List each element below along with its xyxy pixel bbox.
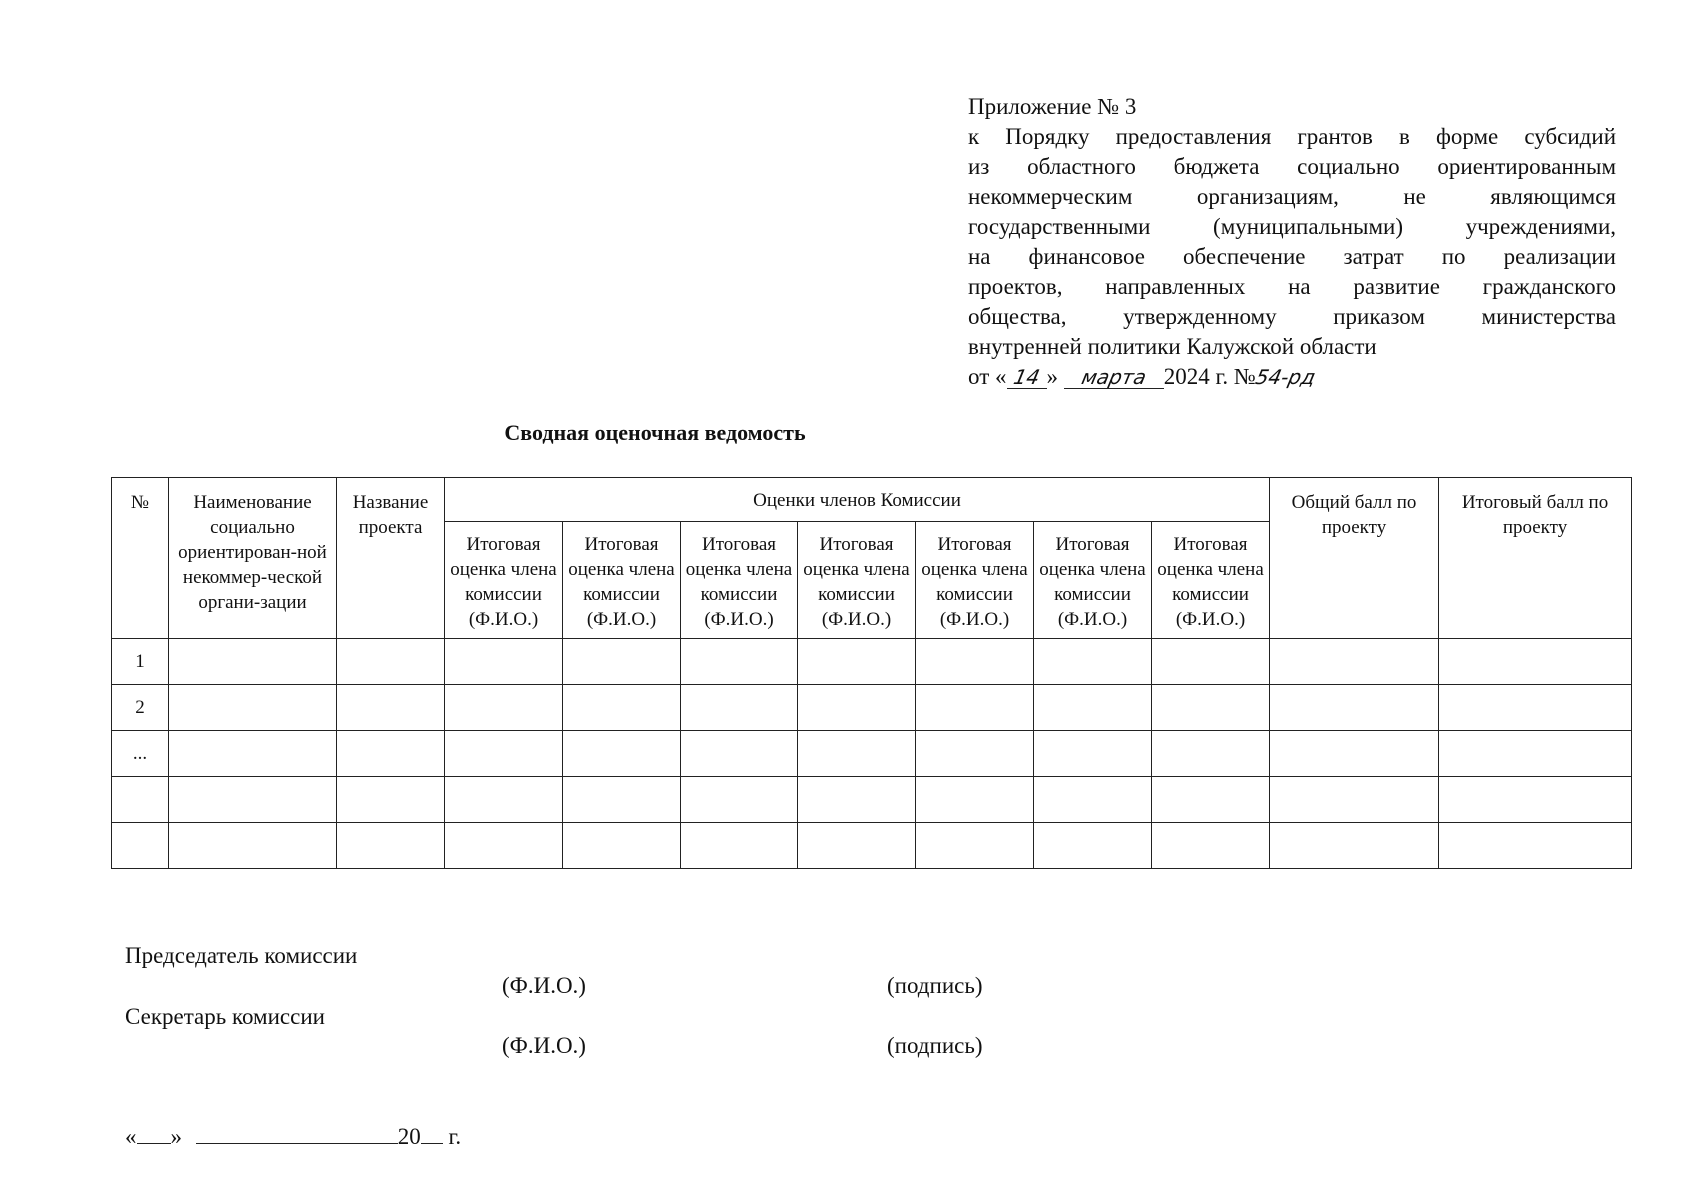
cell-total-score[interactable] <box>1270 823 1439 869</box>
cell-final-score[interactable] <box>1439 777 1632 823</box>
cell-project[interactable] <box>337 823 445 869</box>
cell-member-rating[interactable] <box>1034 777 1152 823</box>
footer-year-suffix: г. <box>448 1124 462 1149</box>
cell-member-rating[interactable] <box>563 823 681 869</box>
cell-total-score[interactable] <box>1270 731 1439 777</box>
table-body <box>112 639 1632 869</box>
annex-line: проектов, направленных на развитие гражданского <box>968 274 1616 299</box>
cell-project[interactable] <box>337 777 445 823</box>
row-number: 2 <box>112 685 169 731</box>
footer-date <box>125 1124 461 1150</box>
annex-line: общества, утвержденному приказом министерства <box>968 304 1616 329</box>
header-member-rating: Итоговая оценка члена комиссии (Ф.И.О.) <box>1152 522 1270 639</box>
header-total-score: Общий балл по проекту <box>1270 478 1439 639</box>
cell-member-rating[interactable] <box>916 731 1034 777</box>
date-day-handwritten: 14 <box>1011 365 1042 389</box>
row-number <box>112 777 169 823</box>
secretary-label: Секретарь комиссии <box>125 1004 325 1029</box>
table-row <box>112 777 1632 823</box>
annex-block <box>968 92 1616 392</box>
document-title: Сводная оценочная ведомость <box>504 420 806 445</box>
cell-member-rating[interactable] <box>1034 823 1152 869</box>
cell-member-rating[interactable] <box>681 685 798 731</box>
rating-table-wrapper <box>111 477 1632 869</box>
cell-member-rating[interactable] <box>798 823 916 869</box>
header-member-rating: Итоговая оценка члена комиссии (Ф.И.О.) <box>1034 522 1152 639</box>
header-project: Название проекта <box>337 478 445 639</box>
cell-organization[interactable] <box>169 685 337 731</box>
table-row <box>112 731 1632 777</box>
cell-member-rating[interactable] <box>1034 685 1152 731</box>
cell-member-rating[interactable] <box>563 685 681 731</box>
header-member-rating: Итоговая оценка члена комиссии (Ф.И.О.) <box>798 522 916 639</box>
cell-member-rating[interactable] <box>798 731 916 777</box>
cell-final-score[interactable] <box>1439 639 1632 685</box>
footer-open-quote: « <box>125 1124 137 1149</box>
chairman-signature-caption: (подпись) <box>887 973 983 998</box>
annex-line: некоммерческим организациям, не являющимся <box>968 184 1616 209</box>
order-number-handwritten: 54-рд <box>1253 365 1318 389</box>
cell-member-rating[interactable] <box>916 639 1034 685</box>
cell-member-rating[interactable] <box>1152 685 1270 731</box>
cell-project[interactable] <box>337 731 445 777</box>
cell-final-score[interactable] <box>1439 823 1632 869</box>
header-member-rating: Итоговая оценка члена комиссии (Ф.И.О.) <box>681 522 798 639</box>
annex-line: к Порядку предоставления грантов в форме субсидий <box>968 124 1616 149</box>
header-final-score: Итоговый балл по проекту <box>1439 478 1632 639</box>
footer-year-field[interactable] <box>421 1143 443 1144</box>
row-number: 1 <box>112 639 169 685</box>
cell-member-rating[interactable] <box>445 731 563 777</box>
table-row <box>112 639 1632 685</box>
date-mid: » <box>1046 364 1058 389</box>
cell-member-rating[interactable] <box>798 639 916 685</box>
cell-member-rating[interactable] <box>445 639 563 685</box>
date-year: 2024 г. № <box>1163 364 1256 389</box>
cell-member-rating[interactable] <box>1152 777 1270 823</box>
cell-member-rating[interactable] <box>1152 731 1270 777</box>
header-member-rating: Итоговая оценка члена комиссии (Ф.И.О.) <box>563 522 681 639</box>
header-organization: Наименование социально ориентирован-ной некоммер-ческой органи-зации <box>169 478 337 639</box>
header-member-rating: Итоговая оценка члена комиссии (Ф.И.О.) <box>916 522 1034 639</box>
cell-member-rating[interactable] <box>916 777 1034 823</box>
date-day-field <box>1007 366 1047 389</box>
cell-member-rating[interactable] <box>1152 639 1270 685</box>
cell-project[interactable] <box>337 639 445 685</box>
cell-total-score[interactable] <box>1270 777 1439 823</box>
annex-line: из областного бюджета социально ориентированным <box>968 154 1616 179</box>
footer-close-quote: » <box>170 1124 182 1149</box>
cell-member-rating[interactable] <box>916 823 1034 869</box>
cell-member-rating[interactable] <box>1152 823 1270 869</box>
annex-line: государственными (муниципальными) учреждениями, <box>968 214 1616 239</box>
date-prefix: от « <box>968 364 1007 389</box>
footer-year-prefix: 20 <box>397 1124 421 1149</box>
cell-member-rating[interactable] <box>563 731 681 777</box>
cell-member-rating[interactable] <box>798 777 916 823</box>
cell-project[interactable] <box>337 685 445 731</box>
annex-line: внутренней политики Калужской области <box>968 334 1377 359</box>
cell-member-rating[interactable] <box>681 639 798 685</box>
cell-organization[interactable] <box>169 731 337 777</box>
secretary-signature-caption: (подпись) <box>887 1033 983 1058</box>
cell-member-rating[interactable] <box>445 777 563 823</box>
table-row <box>112 685 1632 731</box>
annex-line: на финансовое обеспечение затрат по реализации <box>968 244 1616 269</box>
header-member-ratings: Оценки членов Комиссии <box>445 478 1270 522</box>
date-month-field <box>1064 366 1164 389</box>
footer-month-field[interactable] <box>196 1143 398 1144</box>
cell-final-score[interactable] <box>1439 685 1632 731</box>
cell-organization[interactable] <box>169 639 337 685</box>
footer-day-field[interactable] <box>137 1143 171 1144</box>
cell-member-rating[interactable] <box>445 823 563 869</box>
cell-member-rating[interactable] <box>563 639 681 685</box>
cell-member-rating[interactable] <box>1034 639 1152 685</box>
chairman-label: Председатель комиссии <box>125 943 358 968</box>
annex-date-line <box>968 362 1616 392</box>
row-number <box>112 823 169 869</box>
cell-member-rating[interactable] <box>681 777 798 823</box>
cell-member-rating[interactable] <box>681 731 798 777</box>
chairman-fio-caption: (Ф.И.О.) <box>502 973 586 998</box>
table-row <box>112 823 1632 869</box>
header-row <box>112 478 1632 522</box>
cell-total-score[interactable] <box>1270 685 1439 731</box>
cell-organization[interactable] <box>169 823 337 869</box>
cell-total-score[interactable] <box>1270 639 1439 685</box>
secretary-fio-caption: (Ф.И.О.) <box>502 1033 586 1058</box>
cell-member-rating[interactable] <box>681 823 798 869</box>
cell-member-rating[interactable] <box>445 685 563 731</box>
date-month-handwritten: марта <box>1079 365 1149 389</box>
rating-table <box>111 477 1632 869</box>
cell-member-rating[interactable] <box>916 685 1034 731</box>
cell-member-rating[interactable] <box>1034 731 1152 777</box>
annex-number: Приложение № 3 <box>968 94 1137 119</box>
cell-member-rating[interactable] <box>563 777 681 823</box>
header-member-rating: Итоговая оценка члена комиссии (Ф.И.О.) <box>445 522 563 639</box>
row-number: ... <box>112 731 169 777</box>
cell-organization[interactable] <box>169 777 337 823</box>
cell-member-rating[interactable] <box>798 685 916 731</box>
cell-final-score[interactable] <box>1439 731 1632 777</box>
header-number: № <box>112 478 169 639</box>
